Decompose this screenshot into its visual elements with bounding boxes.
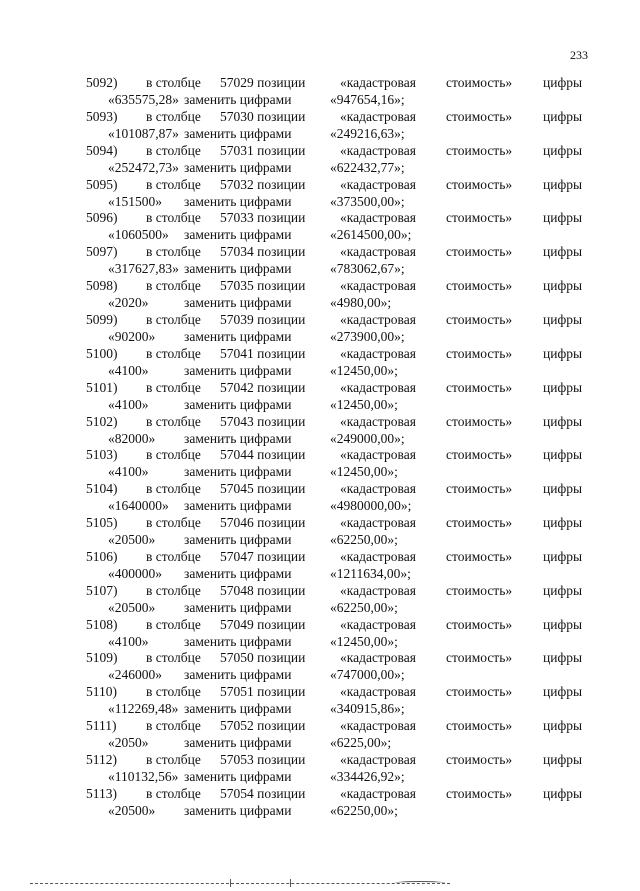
position-text: 57031 позиции: [220, 142, 306, 158]
cadastral-text: «кадастровая: [340, 176, 416, 192]
digits-text: цифры: [543, 481, 583, 497]
item-number: 5103): [86, 447, 118, 463]
cadastral-text: «кадастровая: [340, 785, 416, 801]
amendment-item: [0, 346, 640, 380]
item-number: 5096): [86, 210, 118, 226]
new-value: «4980,00»;: [330, 295, 392, 311]
value-text: стоимость»: [446, 718, 513, 734]
value-text: стоимость»: [446, 684, 513, 700]
old-value: «635575,28»: [108, 92, 179, 107]
old-value: «82000»: [108, 430, 156, 446]
digits-text: цифры: [543, 548, 583, 564]
amendment-item: [0, 549, 640, 583]
new-value: «373500,00»;: [330, 193, 405, 209]
old-value: «400000»: [108, 565, 162, 581]
cadastral-text: «кадастровая: [340, 379, 416, 395]
digits-text: цифры: [543, 345, 583, 361]
item-number: 5108): [86, 616, 118, 632]
replace-text: заменить цифрами: [184, 667, 292, 683]
column-text: в столбце: [146, 447, 201, 463]
replace-text: заменить цифрами: [184, 532, 292, 548]
column-text: в столбце: [146, 515, 201, 531]
old-value: «246000»: [108, 667, 162, 683]
old-value: «20500»: [108, 802, 156, 818]
amendment-item: [0, 210, 640, 244]
old-value: «20500»: [108, 532, 156, 548]
column-text: в столбце: [146, 650, 201, 666]
cadastral-text: «кадастровая: [340, 278, 416, 294]
cadastral-text: «кадастровая: [340, 548, 416, 564]
new-value: «249216,63»;: [330, 125, 405, 141]
cadastral-text: «кадастровая: [340, 244, 416, 260]
item-number: 5100): [86, 345, 118, 361]
digits-text: цифры: [543, 176, 583, 192]
cadastral-text: «кадастровая: [340, 752, 416, 767]
new-value: «12450,00»;: [330, 396, 398, 412]
footer-rule: [30, 883, 450, 884]
value-text: стоимость»: [446, 447, 513, 463]
replace-text: заменить цифрами: [184, 498, 292, 514]
cadastral-text: «кадастровая: [340, 210, 416, 226]
digits-text: цифры: [543, 210, 583, 226]
amendment-item: [0, 481, 640, 515]
position-text: 57035 позиции: [220, 278, 306, 294]
amendment-item: [0, 752, 640, 786]
value-text: стоимость»: [446, 548, 513, 564]
new-value: «62250,00»;: [330, 599, 398, 615]
replace-text: заменить цифрами: [184, 362, 292, 378]
value-text: стоимость»: [446, 752, 513, 767]
new-value: «4980000,00»;: [330, 498, 412, 514]
position-text: 57044 позиции: [220, 447, 306, 463]
amendment-item: [0, 414, 640, 448]
old-value: «1640000»: [108, 498, 169, 514]
old-value: «110132,56»: [108, 769, 179, 784]
old-value: «20500»: [108, 599, 156, 615]
column-text: в столбце: [146, 548, 201, 564]
cadastral-text: «кадастровая: [340, 413, 416, 429]
position-text: 57047 позиции: [220, 548, 306, 564]
cadastral-text: «кадастровая: [340, 650, 416, 666]
digits-text: цифры: [543, 650, 583, 666]
value-text: стоимость»: [446, 345, 513, 361]
cadastral-text: «кадастровая: [340, 718, 416, 734]
cadastral-text: «кадастровая: [340, 582, 416, 598]
column-text: в столбце: [146, 75, 201, 90]
item-number: 5097): [86, 244, 118, 260]
replace-text: заменить цифрами: [184, 802, 292, 818]
old-value: «317627,83»: [108, 261, 179, 277]
value-text: стоимость»: [446, 616, 513, 632]
position-text: 57043 позиции: [220, 413, 306, 429]
replace-text: заменить цифрами: [184, 193, 292, 209]
column-text: в столбце: [146, 752, 201, 767]
new-value: «340915,86»;: [330, 701, 405, 717]
item-number: 5109): [86, 650, 118, 666]
old-value: «112269,48»: [108, 701, 179, 717]
value-text: стоимость»: [446, 413, 513, 429]
replace-text: заменить цифрами: [184, 328, 292, 344]
position-text: 57042 позиции: [220, 379, 306, 395]
cadastral-text: «кадастровая: [340, 108, 416, 124]
old-value: «4100»: [108, 464, 149, 480]
amendment-item: [0, 650, 640, 684]
value-text: стоимость»: [446, 278, 513, 294]
replace-text: заменить цифрами: [184, 633, 292, 649]
digits-text: цифры: [543, 616, 583, 632]
old-value: «90200»: [108, 328, 156, 344]
column-text: в столбце: [146, 413, 201, 429]
old-value: «151500»: [108, 193, 162, 209]
column-text: в столбце: [146, 785, 201, 801]
new-value: «62250,00»;: [330, 532, 398, 548]
position-text: 57049 позиции: [220, 616, 306, 632]
replace-text: заменить цифрами: [184, 735, 292, 751]
amendment-item: [0, 177, 640, 211]
digits-text: цифры: [543, 379, 583, 395]
amendment-item: [0, 278, 640, 312]
cadastral-text: «кадастровая: [340, 684, 416, 700]
column-text: в столбце: [146, 210, 201, 226]
footer-tick: [290, 879, 291, 887]
column-text: в столбце: [146, 684, 201, 700]
page-number: 233: [570, 48, 588, 62]
digits-text: цифры: [543, 278, 583, 294]
cadastral-text: «кадастровая: [340, 447, 416, 463]
digits-text: цифры: [543, 785, 583, 801]
position-text: 57048 позиции: [220, 582, 306, 598]
cadastral-text: «кадастровая: [340, 311, 416, 327]
new-value: «12450,00»;: [330, 362, 398, 378]
position-text: 57050 позиции: [220, 650, 306, 666]
new-value: «6225,00»;: [330, 735, 392, 751]
new-value: «747000,00»;: [330, 667, 405, 683]
new-value: «62250,00»;: [330, 802, 398, 818]
amendment-item: [0, 380, 640, 414]
column-text: в столбце: [146, 108, 201, 124]
value-text: стоимость»: [446, 582, 513, 598]
replace-text: заменить цифрами: [184, 261, 292, 277]
value-text: стоимость»: [446, 108, 513, 124]
replace-text: заменить цифрами: [184, 92, 292, 107]
value-text: стоимость»: [446, 379, 513, 395]
old-value: «4100»: [108, 633, 149, 649]
amendment-item: [0, 515, 640, 549]
new-value: «947654,16»;: [330, 92, 405, 107]
amendment-item: [0, 447, 640, 481]
digits-text: цифры: [543, 142, 583, 158]
amendment-item: [0, 617, 640, 651]
column-text: в столбце: [146, 718, 201, 734]
value-text: стоимость»: [446, 311, 513, 327]
new-value: «273900,00»;: [330, 328, 405, 344]
position-text: 57032 позиции: [220, 176, 306, 192]
value-text: стоимость»: [446, 75, 513, 90]
replace-text: заменить цифрами: [184, 430, 292, 446]
column-text: в столбце: [146, 278, 201, 294]
column-text: в столбце: [146, 379, 201, 395]
new-value: «12450,00»;: [330, 633, 398, 649]
replace-text: заменить цифрами: [184, 396, 292, 412]
item-number: 5099): [86, 311, 118, 327]
item-number: 5098): [86, 278, 118, 294]
column-text: в столбце: [146, 311, 201, 327]
cadastral-text: «кадастровая: [340, 515, 416, 531]
amendment-item: [0, 786, 640, 820]
digits-text: цифры: [543, 447, 583, 463]
value-text: стоимость»: [446, 176, 513, 192]
position-text: 57039 позиции: [220, 311, 306, 327]
digits-text: цифры: [543, 108, 583, 124]
position-text: 57034 позиции: [220, 244, 306, 260]
digits-text: цифры: [543, 582, 583, 598]
digits-text: цифры: [543, 752, 583, 767]
cadastral-text: «кадастровая: [340, 345, 416, 361]
amendment-item: [0, 109, 640, 143]
digits-text: цифры: [543, 515, 583, 531]
digits-text: цифры: [543, 75, 583, 90]
old-value: «2020»: [108, 295, 149, 311]
new-value: «249000,00»;: [330, 430, 405, 446]
old-value: «4100»: [108, 396, 149, 412]
replace-text: заменить цифрами: [184, 464, 292, 480]
replace-text: заменить цифрами: [184, 701, 292, 717]
replace-text: заменить цифрами: [184, 227, 292, 243]
amendment-item: [0, 75, 640, 109]
column-text: в столбце: [146, 142, 201, 158]
position-text: 57054 позиции: [220, 785, 306, 801]
item-number: 5095): [86, 176, 118, 192]
old-value: «1060500»: [108, 227, 169, 243]
item-number: 5102): [86, 413, 118, 429]
amendment-item: [0, 684, 640, 718]
replace-text: заменить цифрами: [184, 599, 292, 615]
item-number: 5093): [86, 108, 118, 124]
footer-tick: [230, 879, 231, 887]
position-text: 57051 позиции: [220, 684, 306, 700]
item-number: 5107): [86, 582, 118, 598]
item-number: 5113): [86, 785, 117, 801]
old-value: «2050»: [108, 735, 149, 751]
new-value: «622432,77»;: [330, 159, 405, 175]
position-text: 57052 позиции: [220, 718, 306, 734]
replace-text: заменить цифрами: [184, 125, 292, 141]
new-value: «2614500,00»;: [330, 227, 412, 243]
item-number: 5104): [86, 481, 118, 497]
value-text: стоимость»: [446, 210, 513, 226]
digits-text: цифры: [543, 311, 583, 327]
replace-text: заменить цифрами: [184, 295, 292, 311]
column-text: в столбце: [146, 481, 201, 497]
amendment-item: [0, 143, 640, 177]
item-number: 5092): [86, 75, 118, 90]
digits-text: цифры: [543, 684, 583, 700]
value-text: стоимость»: [446, 785, 513, 801]
new-value: «12450,00»;: [330, 464, 398, 480]
old-value: «4100»: [108, 362, 149, 378]
column-text: в столбце: [146, 616, 201, 632]
cadastral-text: «кадастровая: [340, 142, 416, 158]
item-number: 5110): [86, 684, 117, 700]
new-value: «783062,67»;: [330, 261, 405, 277]
replace-text: заменить цифрами: [184, 159, 292, 175]
amendment-item: [0, 583, 640, 617]
position-text: 57046 позиции: [220, 515, 306, 531]
item-number: 5112): [86, 752, 117, 767]
item-number: 5101): [86, 379, 118, 395]
position-text: 57045 позиции: [220, 481, 306, 497]
value-text: стоимость»: [446, 142, 513, 158]
old-value: «252472,73»: [108, 159, 179, 175]
new-value: «1211634,00»;: [330, 565, 411, 581]
digits-text: цифры: [543, 718, 583, 734]
value-text: стоимость»: [446, 515, 513, 531]
footer-curve: [395, 881, 445, 885]
column-text: в столбце: [146, 176, 201, 192]
position-text: 57033 позиции: [220, 210, 306, 226]
position-text: 57029 позиции: [220, 75, 306, 90]
value-text: стоимость»: [446, 244, 513, 260]
cadastral-text: «кадастровая: [340, 481, 416, 497]
item-number: 5111): [86, 718, 117, 734]
digits-text: цифры: [543, 244, 583, 260]
item-number: 5094): [86, 142, 118, 158]
item-number: 5105): [86, 515, 118, 531]
column-text: в столбце: [146, 244, 201, 260]
value-text: стоимость»: [446, 481, 513, 497]
position-text: 57041 позиции: [220, 345, 306, 361]
amendment-item: [0, 312, 640, 346]
column-text: в столбце: [146, 345, 201, 361]
value-text: стоимость»: [446, 650, 513, 666]
amendment-item: [0, 718, 640, 752]
item-number: 5106): [86, 548, 118, 564]
replace-text: заменить цифрами: [184, 769, 292, 784]
digits-text: цифры: [543, 413, 583, 429]
amendment-item: [0, 244, 640, 278]
position-text: 57053 позиции: [220, 752, 306, 767]
old-value: «101087,87»: [108, 125, 179, 141]
cadastral-text: «кадастровая: [340, 616, 416, 632]
new-value: «334426,92»;: [330, 769, 405, 784]
replace-text: заменить цифрами: [184, 565, 292, 581]
position-text: 57030 позиции: [220, 108, 306, 124]
cadastral-text: «кадастровая: [340, 75, 416, 90]
column-text: в столбце: [146, 582, 201, 598]
